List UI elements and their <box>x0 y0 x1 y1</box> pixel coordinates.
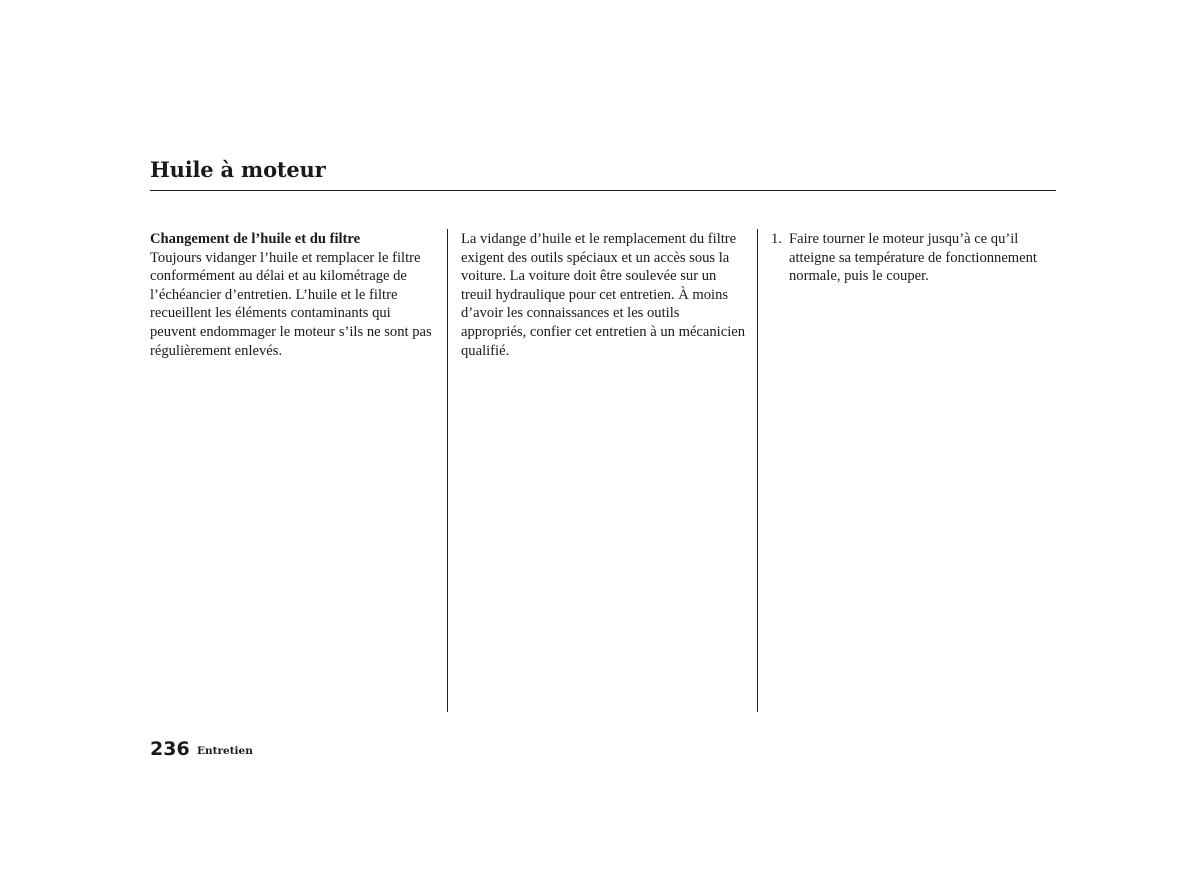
procedure-step <box>771 230 1056 286</box>
column-middle <box>461 230 746 360</box>
page-title: Huile à moteur <box>150 157 326 182</box>
column-divider-1 <box>447 229 448 712</box>
service-paragraph: La vidange d’huile et le remplacement du filtre exigent des outils spéciaux et un accès sous la voiture. La voiture doit être soulevée sur un treuil hydraulique pour cet entretien. À moins d’avoir les connaissances et les outils appropriés, confier cet entretien à un mécanicien qualifié. <box>461 231 746 359</box>
page-number: 236 <box>150 738 190 760</box>
section-heading: Changement de l’huile et du filtre <box>150 231 361 247</box>
footer-section-label: Entretien <box>197 745 253 757</box>
column-left <box>150 230 435 360</box>
step-number: 1. <box>771 231 782 247</box>
intro-paragraph: Toujours vidanger l’huile et remplacer le filtre conformément au délai et au kilométrage de l’échéancier d’entretien. L’huile et le filtre recueillent les éléments contaminants qui peuvent endommager le moteur s’ils ne sont pas régulièrement enlevés. <box>150 249 432 359</box>
title-divider <box>150 190 1056 191</box>
column-right <box>771 230 1056 286</box>
column-divider-2 <box>757 229 758 712</box>
step-text: Faire tourner le moteur jusqu’à ce qu’il atteigne sa température de fonctionnement normale, puis le couper. <box>789 231 1037 285</box>
